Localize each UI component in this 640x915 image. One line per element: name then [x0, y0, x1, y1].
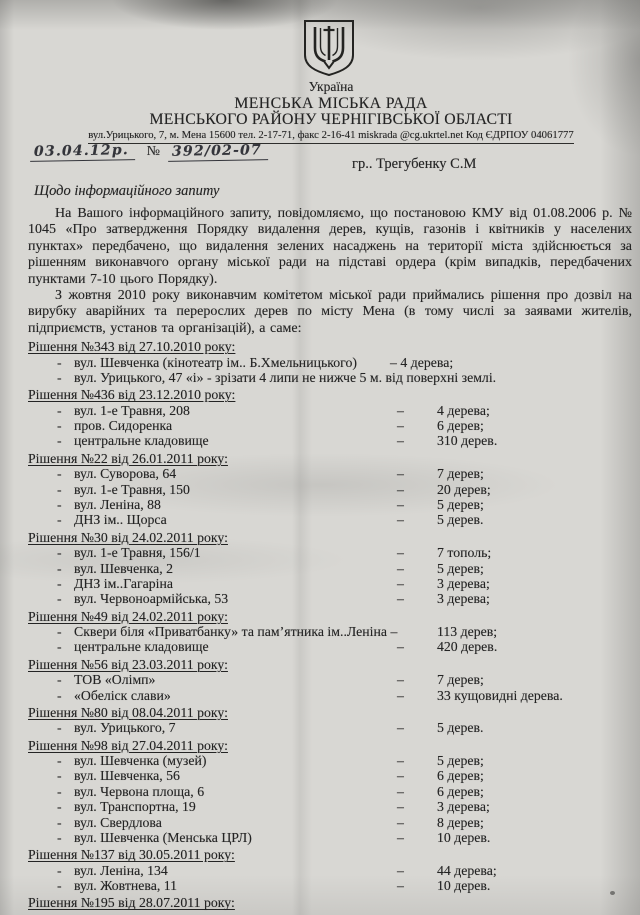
- decision-item-row: [28, 639, 632, 654]
- item-dash: –: [397, 799, 404, 815]
- item-bullet: -: [57, 369, 62, 385]
- letter-body: [28, 206, 632, 911]
- decision-item-row: [28, 591, 632, 606]
- item-quantity: 8 дерев;: [437, 814, 484, 830]
- item-bullet: -: [57, 624, 62, 640]
- organization-region: МЕНСЬКОГО РАЙОНУ ЧЕРНІГІВСЬКОЇ ОБЛАСТІ: [149, 111, 513, 128]
- item-quantity: 420 дерев.: [437, 639, 498, 655]
- item-bullet: -: [57, 799, 62, 815]
- item-quantity: 10 дерев.: [437, 829, 491, 845]
- decision-heading: Рішення №30 від 24.02.2011 року:: [28, 529, 228, 545]
- item-location: вул. 1-е Травня, 150: [74, 481, 190, 497]
- decision-item-row: [28, 863, 632, 878]
- paper-speck: [610, 891, 615, 895]
- decision-heading: Рішення №80 від 08.04.2011 року:: [28, 704, 228, 720]
- item-bullet: -: [57, 466, 62, 482]
- item-dash: –: [397, 466, 404, 482]
- item-location: Сквери біля «Приватбанку» та пам’ятника ім..Леніна –: [74, 624, 398, 640]
- item-location: вул. Суворова, 64: [74, 466, 177, 482]
- item-location: ДНЗ ім.. Щорса: [74, 512, 167, 528]
- decision-item-row: [28, 466, 632, 481]
- decision-item-row: [28, 545, 632, 560]
- decision-item-row: [28, 830, 632, 845]
- item-dash: –: [397, 672, 404, 688]
- decision-item-row: [28, 418, 632, 433]
- item-location: вул. Леніна, 88: [74, 496, 161, 512]
- item-quantity: 20 дерев;: [437, 481, 491, 497]
- item-quantity: 5 дерев;: [437, 560, 484, 576]
- decision-heading: Рішення №195 від 28.07.2011 року:: [28, 895, 235, 911]
- decision-item-row: [28, 784, 632, 799]
- decision-item-row: [28, 576, 632, 591]
- decision-item-row: [28, 370, 632, 385]
- item-location: ТОВ «Олімп»: [74, 672, 156, 688]
- item-location: вул. Шевченка, 56: [74, 768, 180, 784]
- item-quantity: 33 кущовидні дерева.: [437, 687, 563, 703]
- item-dash: –: [397, 639, 404, 655]
- item-dash: –: [397, 402, 404, 418]
- item-dash: –: [397, 814, 404, 830]
- item-quantity: 113 дерев;: [437, 624, 498, 640]
- item-location: центральне кладовище: [74, 433, 209, 449]
- item-dash: –: [397, 545, 404, 561]
- decision-item-row: [28, 799, 632, 814]
- item-bullet: -: [57, 418, 62, 434]
- item-bullet: -: [57, 768, 62, 784]
- item-quantity: 10 дерев.: [437, 878, 491, 894]
- item-bullet: -: [57, 687, 62, 703]
- paragraph: З жовтня 2010 року виконавчим комітетом міської ради приймались рішення про дозвіл на вирубку аварійних та перерослих дерев по місту Мена (в тому числі за заявами жителів, підприємств, установ та організацій), а саме:: [28, 288, 632, 336]
- item-quantity: 5 дерев;: [437, 496, 484, 512]
- item-location: вул. Транспортна, 19: [74, 799, 196, 815]
- item-quantity: 3 дерева;: [437, 799, 490, 815]
- decision-heading: Рішення №49 від 24.02.2011 року:: [28, 608, 228, 624]
- item-location: вул. Жовтнева, 11: [74, 878, 178, 894]
- decision-item-row: [28, 497, 632, 512]
- item-bullet: -: [57, 496, 62, 512]
- item-dash: –: [397, 591, 404, 607]
- item-quantity: 6 дерев;: [437, 768, 484, 784]
- item-bullet: -: [57, 783, 62, 799]
- item-bullet: -: [57, 575, 62, 591]
- item-quantity: 5 дерев;: [437, 752, 484, 768]
- item-location: вул. Шевченка (кінотеатр ім.. Б.Хмельницького): [74, 354, 357, 370]
- item-quantity: 7 дерев;: [437, 672, 484, 688]
- item-bullet: -: [57, 402, 62, 418]
- decision-item-row: [28, 768, 632, 783]
- ukraine-trident-emblem-icon: [302, 19, 356, 77]
- item-bullet: -: [57, 829, 62, 845]
- item-dash: –: [397, 560, 404, 576]
- item-location: вул. Урицького, 7: [74, 720, 176, 736]
- decision-item-row: [28, 482, 632, 497]
- item-quantity: 6 дерев;: [437, 418, 484, 434]
- item-bullet: -: [57, 752, 62, 768]
- decision-heading: Рішення №343 від 27.10.2010 року:: [28, 339, 236, 355]
- item-dash: –: [397, 575, 404, 591]
- item-dash: –: [397, 783, 404, 799]
- item-dash: –: [397, 878, 404, 894]
- number-sign: №: [146, 144, 160, 159]
- item-bullet: -: [57, 672, 62, 688]
- item-location: вул. 1-е Травня, 156/1: [74, 545, 201, 561]
- item-quantity: 5 дерев.: [437, 512, 484, 528]
- decisions-list: [28, 339, 632, 911]
- decision-heading: Рішення №22 від 26.01.2011 року:: [28, 450, 228, 466]
- item-location: вул. Червоноармійська, 53: [74, 591, 229, 607]
- organization-name: МЕНСЬКА МІСЬКА РАДА: [234, 95, 428, 112]
- decision-item-row: [28, 753, 632, 768]
- item-location: вул. Урицького, 47 «і» - зрізати 4 липи не нижче 5 м. від поверхні землі.: [74, 369, 497, 385]
- item-dash: –: [397, 512, 404, 528]
- item-dash: –: [397, 433, 404, 449]
- item-dash: –: [397, 418, 404, 434]
- addressee: гр.. Трегубенку С.М: [352, 156, 477, 172]
- item-quantity: 7 дерев;: [437, 466, 484, 482]
- decision-item-row: [28, 672, 632, 687]
- item-quantity: 7 тополь;: [437, 545, 492, 561]
- item-location: вул. Червона площа, 6: [74, 783, 205, 799]
- item-location: пров. Сидоренка: [74, 418, 173, 434]
- item-quantity: 6 дерев;: [437, 783, 484, 799]
- item-quantity: 44 дерева;: [437, 862, 497, 878]
- decision-heading: Рішення №98 від 27.04.2011 року:: [28, 737, 228, 753]
- item-dash: –: [397, 720, 404, 736]
- item-location: центральне кладовище: [74, 639, 209, 655]
- item-bullet: -: [57, 814, 62, 830]
- item-quantity: 3 дерева;: [437, 591, 490, 607]
- handwritten-date: 03.04.12р.: [30, 142, 135, 162]
- item-location: ДНЗ ім..Гагаріна: [74, 575, 173, 591]
- decision-heading: Рішення №137 від 30.05.2011 року:: [28, 847, 235, 863]
- item-location: вул. Леніна, 134: [74, 862, 168, 878]
- item-dash: –: [397, 687, 404, 703]
- item-bullet: -: [57, 878, 62, 894]
- decision-item-row: [28, 815, 632, 830]
- item-bullet: -: [57, 591, 62, 607]
- item-bullet: -: [57, 545, 62, 561]
- item-bullet: -: [57, 354, 62, 370]
- item-location: вул. Шевченка, 2: [74, 560, 174, 576]
- item-dash: –: [397, 768, 404, 784]
- decision-item-row: [28, 720, 632, 735]
- item-bullet: -: [57, 720, 62, 736]
- handwritten-number: 392/02-07: [168, 142, 268, 162]
- decision-item-row: [28, 403, 632, 418]
- item-dash: –: [397, 829, 404, 845]
- item-quantity: 310 дерев.: [437, 433, 498, 449]
- letterhead-address-text: вул.Урицького, 7, м. Мена 15600 тел. 2-17-71, факс 2-16-41 miskrada @cg.ukrtel.net Код ЄДРПОУ 04061777: [88, 129, 574, 144]
- decision-item-row: [28, 688, 632, 703]
- decision-item-row: [28, 624, 632, 639]
- decision-item-row: [28, 355, 632, 370]
- item-quantity: – 4 дерева;: [390, 354, 454, 370]
- item-bullet: -: [57, 639, 62, 655]
- item-location: вул. 1-е Травня, 208: [74, 402, 190, 418]
- paragraphs: [28, 206, 632, 337]
- decision-heading: Рішення №436 від 23.12.2010 року:: [28, 387, 236, 403]
- decision-item-row: [28, 512, 632, 527]
- decision-item-row: [28, 561, 632, 576]
- item-location: «Обеліск слави»: [74, 687, 171, 703]
- item-location: вул. Свердлова: [74, 814, 162, 830]
- item-location: вул. Шевченка (Менська ЦРЛ): [74, 829, 252, 845]
- item-bullet: -: [57, 512, 62, 528]
- decision-item-row: [28, 878, 632, 893]
- item-dash: –: [397, 481, 404, 497]
- document-date-number-line: [30, 143, 268, 161]
- item-bullet: -: [57, 560, 62, 576]
- item-quantity: 4 дерева;: [437, 402, 490, 418]
- item-dash: –: [397, 862, 404, 878]
- paragraph: На Вашого інформаційного запиту, повідомляємо, що постановою КМУ від 01.08.2006 р. № 1045 «Про затвердження Порядку видалення дерев, кущів, газонів і квітників у населених пунктах» передбачено, що видалення зелених насаджень на території міста здійснюється за рішенням виконавчого органу міської ради на підставі ордера (крім випадків, передбачених пунктами 7-10 цього Порядку).: [28, 206, 632, 287]
- subject-line: Щодо інформаційного запиту: [34, 183, 220, 199]
- item-bullet: -: [57, 481, 62, 497]
- country-label: Україна: [308, 79, 354, 94]
- item-quantity: 3 дерева;: [437, 575, 490, 591]
- item-dash: –: [397, 496, 404, 512]
- decision-item-row: [28, 433, 632, 448]
- decision-heading: Рішення №56 від 23.03.2011 року:: [28, 656, 228, 672]
- item-location: вул. Шевченка (музей): [74, 752, 207, 768]
- item-quantity: 5 дерев.: [437, 720, 484, 736]
- item-bullet: -: [57, 433, 62, 449]
- item-dash: –: [397, 752, 404, 768]
- item-bullet: -: [57, 862, 62, 878]
